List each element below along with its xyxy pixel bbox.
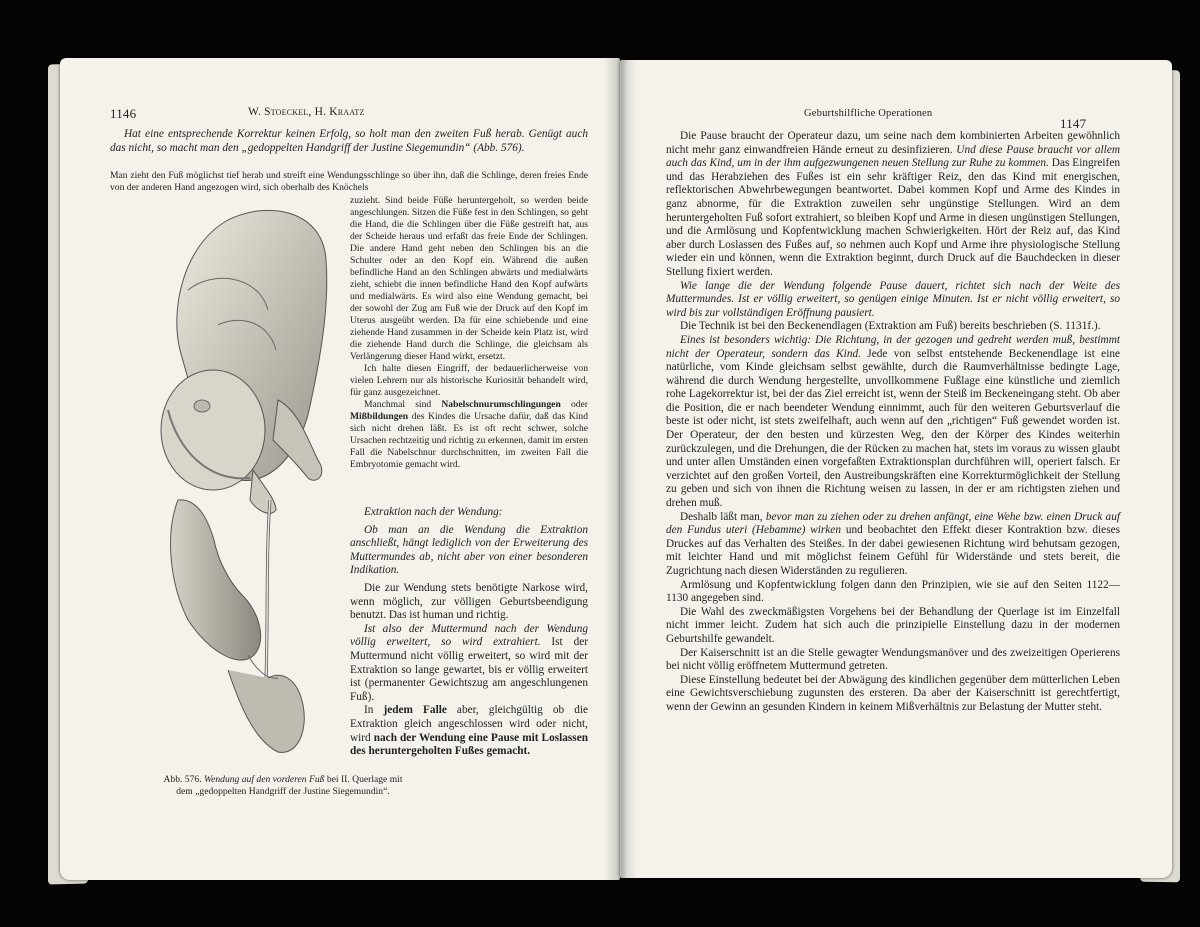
right-main-text	[666, 130, 1120, 715]
r-para-2: Wie lange die der Wendung folgende Pause dauert, richtet sich nach der Weite des Muttermundes. Ist er völlig erweitert, so genügen einige Minuten. Ist er nicht völlig erweitert, so wird bis zur vollständigen Eröffnung pausiert.	[666, 279, 1120, 319]
figure-caption: Abb. 576. Wendung auf den vorderen Fuß bei II. Querlage mit dem „gedoppelten Handgriff der Justine Siegemundin“.	[163, 774, 403, 797]
small-col-text-3: Manchmal sind Nabelschnurumschlingungen oder Mißbildungen des Kindes die Ursache dafür, daß das Kind sich nicht drehen läßt. Es ist oft recht schwer, solche Ursachen rechtzeitig und richtig zu erkennen, damit im ersten Fall die Nabelschnur durchschnitten, im zweiten Fall die Embryotomie gemacht wird.	[350, 399, 588, 470]
r-para-8: Der Kaiserschnitt ist an die Stelle gewagter Wendungsmanöver und des zweizeitigen Operierens bei nicht völlig eröffnetem Muttermund getreten.	[666, 646, 1120, 673]
r-para-1: Die Pause braucht der Operateur dazu, um seine nach dem kombinierten Arbeiten gewöhnlich nicht mehr ganz einwandfreien Hände erneut zu desinfizieren. Und diese Pause braucht vor allem auch das Kind, um in der ihm aufgezwungenen neuen Stellung zur Ruhe zu kommen. Das Eingreifen und das Herabziehen des Fußes ist ein sehr kräftiger Reiz, den das Kind mit energischen, reflektorischen Abwehrbewegungen beantwortet. Dabei kommen Kopf und Arme des Kindes in ganz abnorme, für die Extraktion zuweilen sehr ungünstige Stellungen. Wird an dem heruntergeholten Fuß sofort extrahiert, so bleiben Kopf und Arme in diesen ungünstigen Stellungen, und die Armlösung und Kopfentwicklung machen Schwierigkeiten. Hört der Reiz auf, das Kind aber durch Loslassen des Fußes auf, so nehmen auch Kopf und Arme ihre physiologische Stellung wieder ein und können, wenn die Extraktion beginnt, durch Druck auf die Bauchdecken in dieser Stellung fixiert werden.	[666, 130, 1120, 278]
r-para-4: Eines ist besonders wichtig: Die Richtung, in der gezogen und gedreht werden muß, bestimmt nicht der Operateur, sondern das Kind. Jede von selbst entstehende Beckenendlage ist eine natürliche, vom Kinde gleichsam selbst gewählte, durch die Raumverhältnisse bedingte Lage, während die durch Wendung hergestellte, unvollkommene Fußlage eine künstliche und ziemlich rohe Lagekorrektur ist, bei der das Ziel erreicht ist, wenn der Steiß im Beckeneingang steht. Ob aber die Position, die er nach beendeter Wendung einnimmt, auch für den weiteren Geburtsverlauf die beste ist oder nicht, ist stets zweifelhaft, auch wenn auf den „richtigen“ Fuß gewendet worden ist. Der Operateur, der den besten und kürzesten Weg, den der Körper des Kindes weiterhin zurückzulegen, und die Drehungen, die der Rücken zu machen hat, stets im voraus zu wissen glaubt und unter allen Umständen einen vorgefaßten Extraktionsplan durchführen will, operiert falsch. Er verzichtet auf den großen Vorteil, den Austreibungskräften eine Korrekturmöglichkeit der Stellung zu geben und sich von ihnen die Richtung weisen zu lassen, in der er am richtigsten ziehen und drehen muß.	[666, 333, 1120, 510]
left-running-head: W. Stoeckel, H. Kraatz	[248, 106, 365, 118]
para-1: Die zur Wendung stets benötigte Narkose wird, wenn möglich, zur völligen Geburtsbeendigung benutzt. Das ist human und richtig.	[350, 581, 588, 622]
left-page	[60, 58, 620, 880]
r-para-5: Deshalb läßt man, bevor man zu ziehen oder zu drehen anfängt, eine Wehe bzw. einen Druck auf den Fundus uteri (Hebamme) wirken und beobachtet den Effekt dieser Kontraktion bzw. dieses Druckes auf das Verhalten des Steißes. In der dabei gewiesenen Richtung wird behutsam gezogen, mit leichter Hand und mit möglichst feinem Gefühl für Widerstände und stets bereit, die Zugrichtung nach diesen Widerständen zu regulieren.	[666, 510, 1121, 577]
section-italic: Ob man an die Wendung die Extraktion anschließt, hängt lediglich von der Erweiterung des Muttermundes ab, nicht aber von einer besonderen Indikation.	[350, 523, 588, 577]
book-gutter	[604, 58, 638, 880]
right-page-number: 1147	[1060, 116, 1087, 131]
intro-text: Hat eine entsprechende Korrektur keinen Erfolg, so holt man den zweiten Fuß herab. Genügt auch das nicht, so macht man den „gedoppelten Handgriff der Justine Siegemundin“ (Abb. 576).	[110, 128, 588, 154]
left-small-lead: Man zieht den Fuß möglichst tief herab und streift eine Wendungsschlinge so über ihn, daß die Schlinge, deren freies Ende von der anderen Hand angezogen wird, sich oberhalb des Knöchels	[110, 170, 588, 193]
left-intro	[110, 128, 588, 155]
r-para-6: Armlösung und Kopfentwicklung folgen dann den Prinzipien, wie sie auf den Seiten 1122—1130 angegeben sind.	[666, 578, 1120, 605]
section-title: Extraktion nach der Wendung:	[364, 506, 503, 518]
r-para-9: Diese Einstellung bedeutet bei der Abwägung des kindlichen gegenüber dem mütterlichen Leben eine Gewichtsverschiebung zugunsten des ersteren. Da aber der Kaiserschnitt ist gerechtfertigt, wenn der Gewinn an gesunden Kindern in keinem Mißverhältnis zur Belastung der Mutter steht.	[666, 673, 1120, 713]
left-page-number: 1146	[110, 106, 137, 121]
open-book	[48, 40, 1180, 890]
left-main-column	[350, 506, 588, 759]
right-running-head: Geburtshilfliche Operationen	[804, 108, 933, 119]
left-small-column	[350, 195, 588, 471]
r-para-3: Die Technik ist bei den Beckenendlagen (Extraktion am Fuß) bereits beschrieben (S. 1131f.).	[680, 320, 1101, 333]
fetus-illustration	[158, 200, 348, 755]
r-para-7: Die Wahl des zweckmäßigsten Vorgehens bei der Behandlung der Querlage ist im Einzelfall nicht immer leicht. Zudem hat sich auch die prinzipielle Einstellung dazu in der modernen Geburtshilfe gewandelt.	[666, 605, 1120, 645]
para-2: Ist also der Muttermund nach der Wendung völlig erweitert, so wird extrahiert. Ist der Muttermund nicht völlig erweitert, so wird mit der Extraktion so lange gewartet, bis er völlig erweitert ist (permanenter Gewichtszug am angeschlungenen Fuß).	[350, 622, 588, 703]
small-col-text: zuzieht. Sind beide Füße heruntergeholt, so werden beide angeschlungen. Sitzen die Füße fest in den Schlingen, so geht die Hand, die die Schlingen über die Füße gestreift hat, aus der Scheide heraus und erfaßt das freie Ende der Schlingen. Die andere Hand geht neben den Schlingen bis an die Schulter oder an den Kopf ein. Während die außen befindliche Hand an den Schlingen abwärts und medialwärts zieht, schiebt die innen befindliche Hand den Kopf aufwärts und medialwärts. Es wird also eine Wendung gemacht, bei der sowohl der Zug am Fuß wie der Druck auf den Kopf im Uterus ausgeübt werden. Da für eine schiebende und eine ziehende Hand zusammen in der Scheide kein Platz ist, wird die ziehende Hand durch die Schlinge, die gleichsam als Verlängerung dieser Hand wirkt, ersetzt.	[350, 195, 588, 362]
right-page	[620, 60, 1172, 878]
para-3: In jedem Falle aber, gleichgültig ob die Extraktion gleich angeschlossen wird oder nicht, wird nach der Wendung eine Pause mit Loslassen des heruntergeholten Fußes gemacht.	[350, 704, 588, 758]
small-col-text-2: Ich halte diesen Eingriff, der bedauerlicherweise von vielen Lehrern nur als historische Kuriosität behandelt wird, für ganz ausgezeichnet.	[350, 363, 588, 398]
